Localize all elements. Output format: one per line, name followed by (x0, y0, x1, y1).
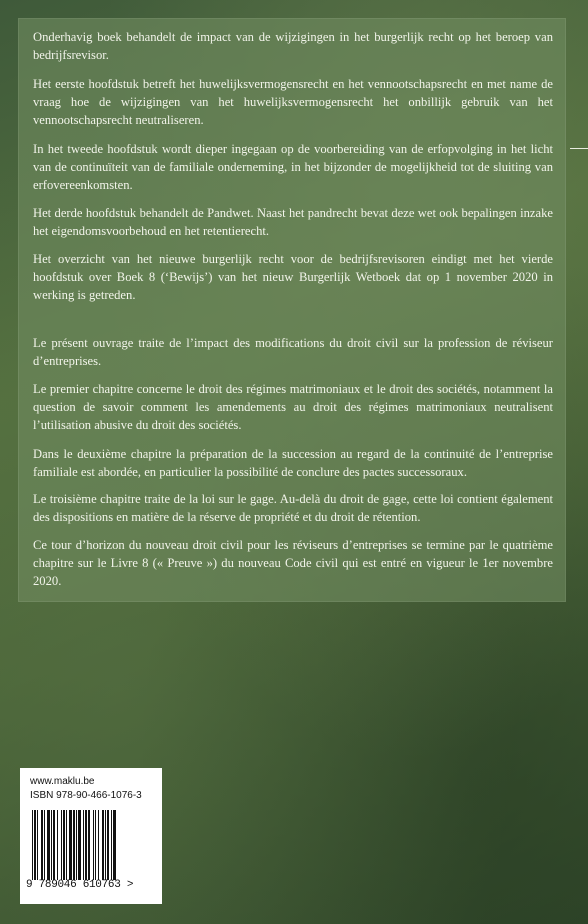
barcode-label (20, 768, 162, 904)
french-paragraph-2: Le premier chapitre concerne le droit des régimes matrimoniaux et le droit des sociétés, notamment la question de savoir comment les amendements au droit des régimes matrimoniaux neutralisent l’utilisation abusive du droit des sociétés. (33, 382, 553, 432)
dutch-paragraph-2: Het eerste hoofdstuk betreft het huwelijksvermogensrecht en het vennootschapsrecht en met name de vraag hoe de wijzigingen van het huwelijksvermogensrecht het onbillijk gebruik van het vennootschapsrecht neutraliseren. (33, 77, 553, 127)
french-paragraph-5: Ce tour d’horizon du nouveau droit civil pour les réviseurs d’entreprises se termine par le quatrième chapitre sur le Livre 8 (« Preuve ») du nouveau Code civil qui est entré en vigueur le 1er novembre 2020. (33, 538, 553, 588)
french-paragraph-1: Le présent ouvrage traite de l’impact des modifications du droit civil sur la profession de réviseur d’entreprises. (33, 336, 553, 368)
barcode-icon (32, 810, 150, 880)
dutch-paragraph-3: In het tweede hoofdstuk wordt dieper ingegaan op de voorbereiding van de erfopvolging in het licht van de continuïteit van de familiale onderneming, in het bijzonder de mogelijkheid tot de sluiting van erfovereenkomsten. (33, 142, 553, 192)
barcode-digits: 9 789046 610763 > (26, 879, 134, 891)
dutch-paragraph-5: Het overzicht van het nieuwe burgerlijk recht voor de bedrijfsrevisoren eindigt met het vierde hoofdstuk over Boek 8 (‘Bewijs’) van het nieuw Burgerlijk Wetboek dat op 1 november 2020 in werking is getreden. (33, 252, 553, 302)
dutch-paragraph-1: Onderhavig boek behandelt de impact van de wijzigingen in het burgerlijk recht op het beroep van bedrijfsrevisor. (33, 30, 553, 62)
back-cover-text-panel (18, 18, 566, 602)
dutch-paragraph-4: Het derde hoofdstuk behandelt de Pandwet. Naast het pandrecht bevat deze wet ook bepalingen inzake het eigendomsvoorbehoud en het retentierecht. (33, 206, 553, 238)
french-paragraph-3: Dans le deuxième chapitre la préparation de la succession au regard de la continuité de l’entreprise familiale est abordée, en particulier la possibilité de conclure des pactes successoraux. (33, 447, 553, 479)
trim-mark (570, 148, 588, 149)
isbn-text: ISBN 978-90-466-1076-3 (30, 790, 142, 801)
publisher-website: www.maklu.be (30, 776, 95, 787)
french-paragraph-4: Le troisième chapitre traite de la loi sur le gage. Au-delà du droit de gage, cette loi contient également des dispositions en matière de la réserve de propriété et du droit de rétention. (33, 492, 553, 524)
